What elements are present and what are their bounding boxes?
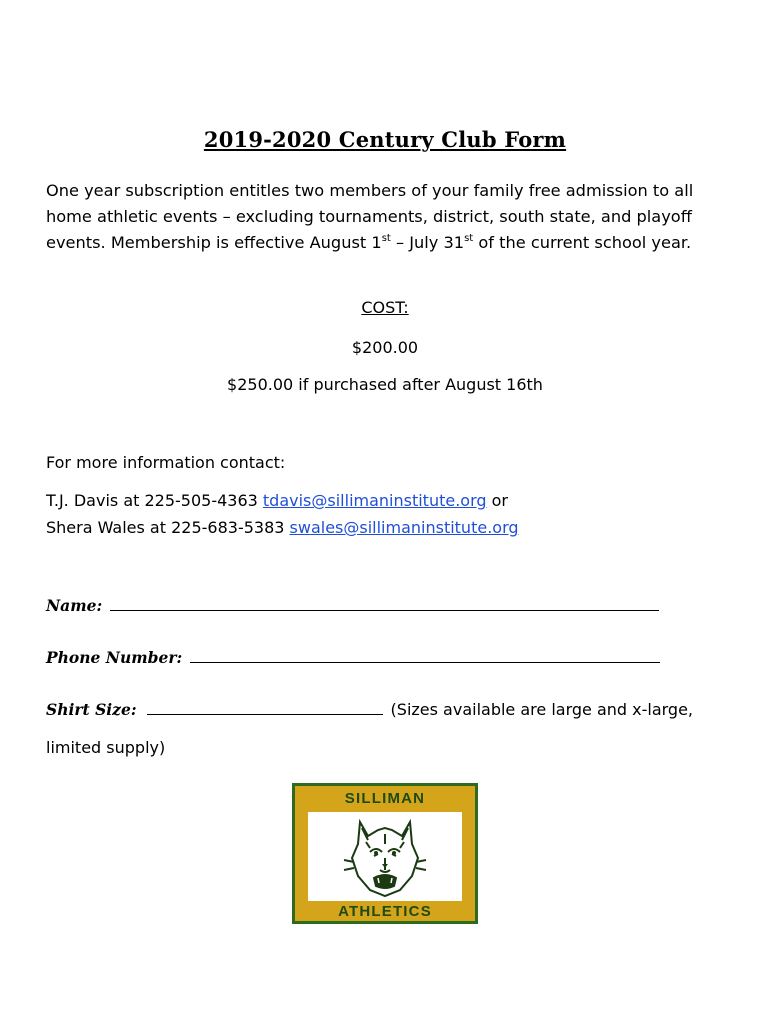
- logo-top-text: SILLIMAN: [344, 790, 426, 807]
- phone-label: Phone Number:: [46, 648, 183, 667]
- phone-field-row: [46, 648, 660, 667]
- phone-blank-line[interactable]: [190, 648, 660, 663]
- shirt-size-blank-line[interactable]: [147, 700, 383, 715]
- contact-davis-text: T.J. Davis at 225-505-4363: [46, 491, 263, 510]
- shirt-size-label: Shirt Size:: [46, 700, 137, 719]
- page-title: 2019-2020 Century Club Form: [203, 127, 567, 152]
- contact-line-wales: [46, 518, 519, 537]
- cost-price: $200.00: [351, 338, 419, 357]
- contact-line-davis: [46, 491, 508, 510]
- intro-text-3: of the current school year.: [473, 233, 692, 252]
- intro-paragraph: [46, 178, 726, 256]
- contact-davis-email-link[interactable]: tdavis@sillimaninstitute.org: [262, 491, 487, 510]
- logo-wildcat-panel: [308, 812, 462, 901]
- shirt-size-note-cont: limited supply): [46, 738, 166, 757]
- wildcat-head-icon: [308, 812, 462, 901]
- contact-wales-text: Shera Wales at 225-683-5383: [46, 518, 290, 537]
- intro-sup-2: st: [464, 232, 474, 244]
- name-field-row: [46, 596, 659, 615]
- intro-sup-1: st: [381, 232, 391, 244]
- shirt-size-note: (Sizes available are large and x-large,: [390, 700, 694, 719]
- shirt-field-row: [46, 700, 693, 719]
- cost-late-price: $250.00 if purchased after August 16th: [227, 375, 543, 394]
- silliman-athletics-logo: [292, 783, 478, 924]
- intro-text-1: One year subscription entitles two members of your family free admission to all home athletic events – excluding tournaments, district, south state, and playoff events. Membership is effective August 1: [46, 181, 694, 252]
- contact-heading: For more information contact:: [46, 453, 286, 472]
- intro-text-2: – July 31: [390, 233, 465, 252]
- contact-wales-email-link[interactable]: swales@sillimaninstitute.org: [289, 518, 519, 537]
- cost-label: COST:: [361, 298, 409, 317]
- name-label: Name:: [46, 596, 103, 615]
- logo-bottom-text: ATHLETICS: [338, 903, 432, 920]
- contact-davis-after: or: [486, 491, 508, 510]
- name-blank-line[interactable]: [110, 596, 659, 611]
